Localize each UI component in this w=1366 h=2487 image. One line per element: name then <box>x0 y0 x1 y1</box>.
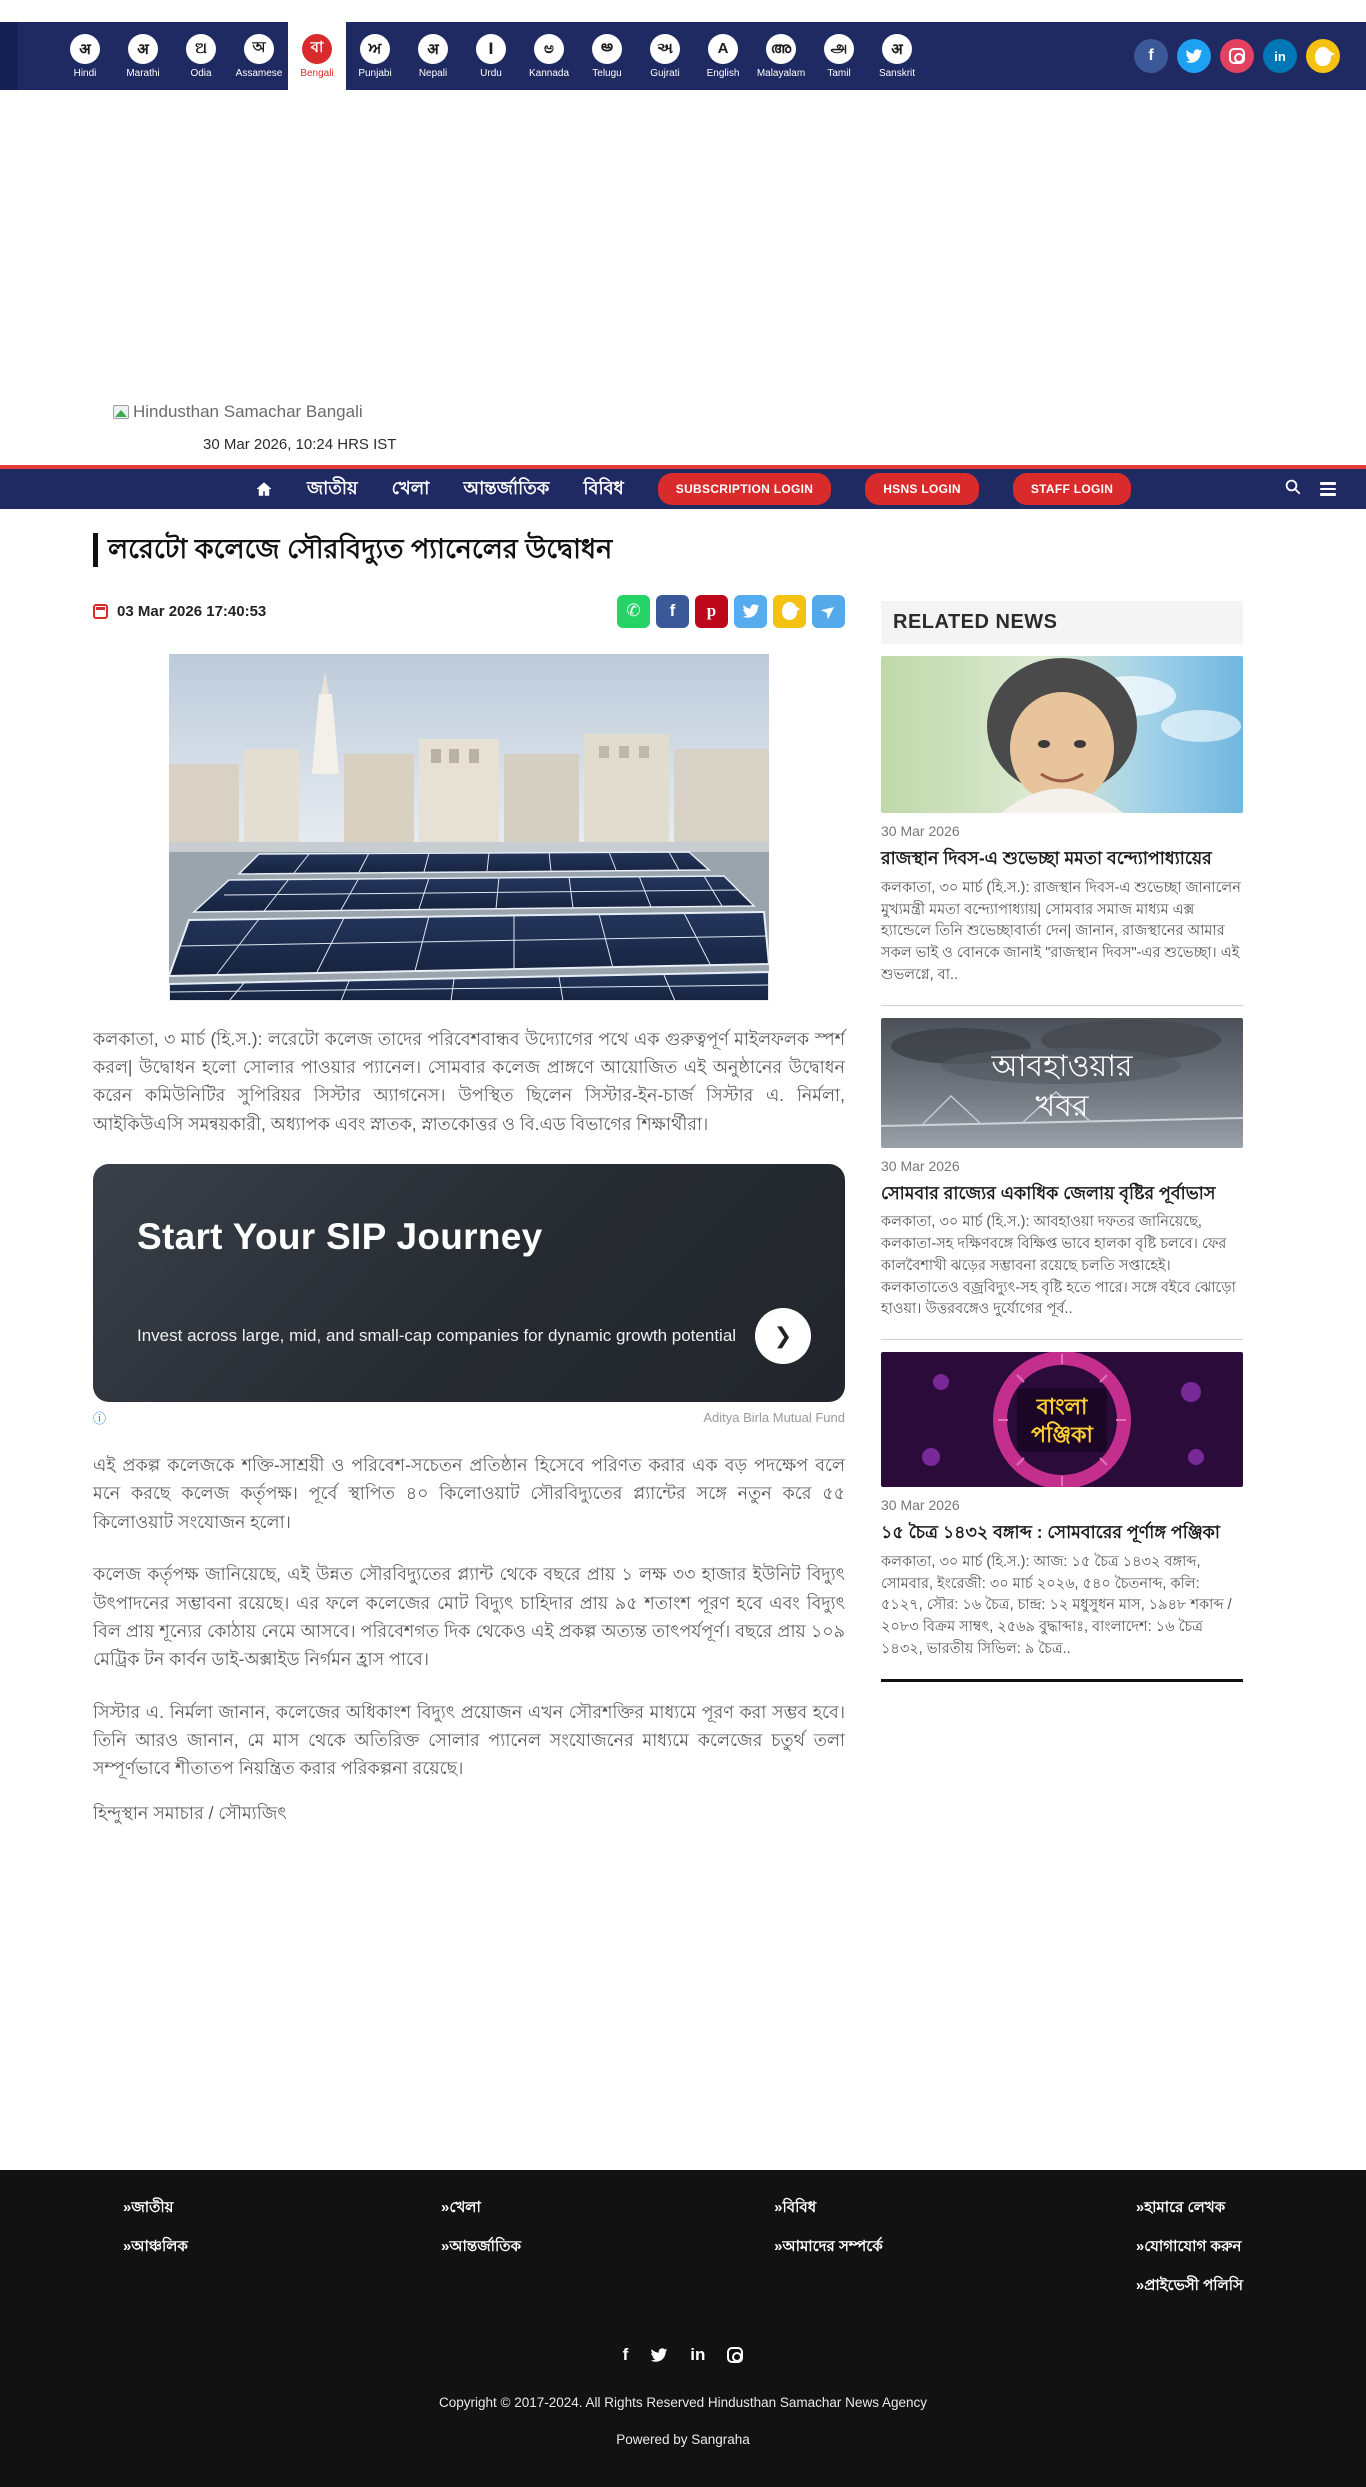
ad-next-chevron-icon[interactable]: ❯ <box>755 1308 811 1364</box>
footer-link-international[interactable]: »আন্তর্জাতিক <box>441 2237 522 2255</box>
telugu-script-icon: అ <box>592 34 622 64</box>
instagram-glyph <box>727 2347 743 2363</box>
ad-title: Start Your SIP Journey <box>137 1216 543 1258</box>
svg-text:বাংলা: বাংলা <box>1036 1394 1088 1419</box>
related-card-excerpt: কলকাতা, ৩০ মার্চ (হি.স.): রাজস্থান দিবস-এ শুভেচ্ছা জানালেন মুখ্যমন্ত্রী মমতা বন্দ্যোপাধ্যায়| সোমবার সমাজ মাধ্যম এক্স হ্যান্ডেলে তিনি শুভেচ্ছাবার্তা দেন| জানান, রাজস্থানের আমার সকল ভাই ও বোনকে জানাই "রাজস্থান দিবস"-এর শুভেচ্ছা। এই শুভলগ্নে, বা.. <box>881 879 1241 983</box>
hindi-script-icon: अ <box>70 34 100 64</box>
linkedin-icon[interactable]: in <box>1263 39 1297 73</box>
footer-link-our-writers[interactable]: »হামারে লেখক <box>1135 2198 1226 2216</box>
footer-link-privacy[interactable]: »প্রাইভেসী পলিসি <box>1135 2276 1243 2294</box>
title-accent-bar <box>93 533 98 567</box>
lang-item-english[interactable] <box>694 22 752 90</box>
lang-item-malayalam[interactable] <box>752 22 810 90</box>
lang-label: Tamil <box>827 67 851 79</box>
odia-script-icon: ଅ <box>186 34 216 64</box>
lang-label: Punjabi <box>358 67 392 79</box>
marathi-script-icon: अ <box>128 34 158 64</box>
ad-footer-row <box>93 1408 845 1427</box>
lang-item-gujrati[interactable] <box>636 22 694 90</box>
top-bar-wrapper <box>0 0 1366 90</box>
topbar-accent-block <box>0 22 18 90</box>
related-card-rajasthan-day[interactable] <box>881 656 1243 1006</box>
english-script-icon: A <box>708 34 738 64</box>
instagram-icon[interactable] <box>727 2345 743 2365</box>
koo-bird-glyph <box>1315 47 1331 66</box>
top-social-icons <box>1134 22 1340 90</box>
lang-label: Urdu <box>480 67 502 79</box>
related-news-header <box>881 601 1243 644</box>
article-byline: হিন্দুস্থান সমাচার / সৌম্যজিৎ <box>93 1802 287 1823</box>
lang-label: Hindi <box>73 67 97 79</box>
footer-powered-by[interactable]: Powered by Sangraha <box>616 2431 750 2447</box>
lang-item-telugu[interactable] <box>578 22 636 90</box>
divider <box>881 1679 1243 1682</box>
facebook-icon[interactable]: f <box>622 2344 629 2364</box>
footer-link-about[interactable]: »আমাদের সম্পর্কে <box>774 2237 883 2255</box>
footer-link-contact[interactable]: »যোগাযোগ করুন <box>1135 2237 1242 2255</box>
page-footer <box>0 2170 1366 2487</box>
lang-label: Telugu <box>592 67 622 79</box>
lang-label: Sanskrit <box>878 67 916 79</box>
nav-item-national[interactable]: জাতীয় <box>307 477 358 498</box>
related-card-image[interactable] <box>881 1018 1243 1148</box>
svg-text:আবহাওয়ার: আবহাওয়ার <box>991 1049 1133 1083</box>
site-logo[interactable] <box>113 402 1366 422</box>
related-news-sidebar <box>881 601 1243 1830</box>
pinterest-share-icon[interactable]: p <box>695 595 728 628</box>
lang-item-sanskrit[interactable] <box>868 22 926 90</box>
facebook-share-icon[interactable]: f <box>656 595 689 628</box>
lang-label: Marathi <box>126 67 160 79</box>
article-hero-image <box>169 654 769 1001</box>
lang-label: Odia <box>190 67 212 79</box>
sanskrit-script-icon: अ <box>882 34 912 64</box>
article-paragraph: সিস্টার এ. নির্মলা জানান, কলেজের অধিকাংশ বিদ্যুৎ প্রয়োজন এখন সৌরশক্তির মাধ্যমে পূরণ করা সম্ভব হবে। তিনি আরও জানান, মে মাস থেকে অতিরিক্ত সোলার প্যানেল সংযোজনের মাধ্যমে কলেজের চতুর্থ তলা সম্পূর্ণভাবে শীতাতপ নিয়ন্ত্রিত করার পরিকল্পনা রয়েছে। <box>93 1701 845 1779</box>
footer-link-regional[interactable]: »আঞ্চলিক <box>123 2237 188 2255</box>
related-card-date: 30 Mar 2026 <box>881 823 960 839</box>
nav-item-international[interactable]: আন্তর্জাতিক <box>463 477 550 498</box>
lang-item-bengali-active[interactable] <box>288 22 346 90</box>
related-card-title[interactable]: সোমবার রাজ্যের একাধিক জেলায় বৃষ্টির পূর্বাভাস <box>881 1182 1216 1203</box>
related-card-date: 30 Mar 2026 <box>881 1497 960 1513</box>
footer-link-national[interactable]: »জাতীয় <box>123 2198 174 2216</box>
lang-item-tamil[interactable] <box>810 22 868 90</box>
subscription-login-button[interactable]: SUBSCRIPTION LOGIN <box>658 473 831 505</box>
related-card-date: 30 Mar 2026 <box>881 1157 960 1174</box>
related-card-title[interactable]: রাজস্থান দিবস-এ শুভেচ্ছা মমতা বন্দ্যোপাধ্যায়ের <box>881 848 1212 868</box>
related-card-image[interactable] <box>881 656 1243 813</box>
nav-item-misc[interactable]: বিবিধ <box>583 477 624 498</box>
main-navbar <box>0 465 1366 509</box>
twitter-icon[interactable] <box>1177 39 1211 73</box>
content-container <box>93 529 1273 1830</box>
article-title-block <box>93 533 845 567</box>
svg-text:খবর: খবর <box>1035 1089 1089 1123</box>
lang-label: English <box>706 67 740 79</box>
ad-subtitle: Invest across large, mid, and small-cap companies for dynamic growth potential <box>137 1326 737 1346</box>
lang-item-hindi[interactable] <box>56 22 114 90</box>
tamil-script-icon: அ <box>824 34 854 64</box>
article-paragraph: কলকাতা, ৩ মার্চ (হি.স.): লরেটো কলেজ তাদের পরিবেশবান্ধব উদ্যোগের পথে এক গুরুত্বপূর্ণ মাইলফলক স্পর্শ করল| উদ্বোধন হলো সোলার পাওয়ার প্যানেল। সোমবার কলেজ প্রাঙ্গণে আয়োজিত এই অনুষ্ঠানের উদ্বোধন করেন কমিউনিটির সুপিরিয়র সিস্টার অ্যাগনেস। উপস্থিত ছিলেন সিস্টার-ইন-চার্জ সিস্টার এ. নির্মলা, আইকিউএসি সমন্বয়কারী, অধ্যাপক এবং স্নাতক, স্নাতকোত্তর ও বি.এড বিভাগের শিক্ষার্থীরা। <box>93 1028 845 1134</box>
urdu-script-icon: ا <box>476 34 506 64</box>
related-card-excerpt: কলকাতা, ৩০ মার্চ (হি.স.): আবহাওয়া দফতর জানিয়েছে, কলকাতা-সহ দক্ষিণবঙ্গে বিক্ষিপ্ত ভাবে হালকা বৃষ্টি চলবে। ফের কালবৈশাখী ঝড়ের সম্ভাবনা রয়েছে চলতি সপ্তাহেই। কলকাতাতেও বজ্রবিদ্যুৎ-সহ বৃষ্টি হতে পারে। সঙ্গে বইবে ঝোড়ো হাওয়া। উত্তরবঙ্গেও দুর্যোগের পূর্ব.. <box>881 1214 1236 1318</box>
related-card-title[interactable]: ১৫ চৈত্র ১৪৩২ বঙ্গাব্দ : সোমবারের পূর্ণাঙ্গ পঞ্জিকা <box>881 1522 1220 1542</box>
article-paragraph: এই প্রকল্প কলেজকে শক্তি-সাশ্রয়ী ও পরিবেশ-সচেতন প্রতিষ্ঠান হিসেবে পরিণত করার এক বড় পদক্ষেপ বলে মনে করছে কলেজ কর্তৃপক্ষ। পূর্বে স্থাপিত ৪০ কিলোওয়াট সৌরবিদ্যুতের প্ল্যান্টের সঙ্গে নতুন করে ৫৫ কিলোওয়াট সংযোজন হলো। <box>93 1455 845 1532</box>
article-datetime: 03 Mar 2026 17:40:53 <box>117 602 267 620</box>
language-items <box>56 22 926 90</box>
divider <box>881 1005 1243 1006</box>
malayalam-script-icon: അ <box>766 34 796 64</box>
ad-info-icon[interactable]: ⓘ <box>93 1411 107 1427</box>
lang-label: Kannada <box>528 67 570 79</box>
twitter-icon[interactable] <box>650 2345 668 2365</box>
current-datetime: 30 Mar 2026, 10:24 HRS IST <box>203 436 397 453</box>
nav-item-sports[interactable]: খেলা <box>391 477 430 498</box>
footer-link-columns <box>123 2196 1243 2299</box>
bengali-script-icon: বা <box>302 34 332 64</box>
language-bar <box>0 22 1366 90</box>
lang-label: Nepali <box>418 67 448 79</box>
gujrati-script-icon: અ <box>650 34 680 64</box>
koo-bird-glyph <box>782 602 797 620</box>
menu-icon[interactable] <box>1320 482 1336 496</box>
related-card-excerpt: কলকাতা, ৩০ মার্চ (হি.স.): আজ: ১৫ চৈত্র ১৪৩২ বঙ্গাব্দ, সোমবার, ইংরেজী: ৩০ মার্চ ২০২৬, ৫৪০ চৈতনাব্দ, কলি: ৫১২৭, সৌর: ১৬ চৈত্র, চান্দ্র: ১২ মধুসুধন মাস, ১৯৪৮ শকাব্দ /২০৮৩ বিক্রম সাম্বৎ, ২৫৬৯ বুদ্ধাব্দাঃ, বাংলাদেশ: ১৬ চৈত্র ১৪৩২, ভারতীয় সিভিল: ৯ চৈত্র.. <box>881 1553 1232 1657</box>
instagram-glyph <box>1229 48 1245 64</box>
calendar-icon <box>93 604 108 619</box>
hsns-login-button[interactable]: HSNS LOGIN <box>865 473 979 505</box>
facebook-icon[interactable]: f <box>1134 39 1168 73</box>
search-icon[interactable] <box>1284 478 1302 501</box>
lang-item-assamese[interactable] <box>230 22 288 90</box>
divider <box>881 1339 1243 1340</box>
koo-share-icon[interactable] <box>773 595 806 628</box>
staff-login-button[interactable]: STAFF LOGIN <box>1013 473 1131 505</box>
share-buttons <box>617 595 845 628</box>
related-news-heading: RELATED NEWS <box>893 611 1058 633</box>
koo-icon[interactable] <box>1306 39 1340 73</box>
nepali-script-icon: अ <box>418 34 448 64</box>
svg-text:পঞ্জিকা: পঞ্জিকা <box>1031 1422 1093 1447</box>
telegram-share-icon[interactable]: ➤ <box>812 595 845 628</box>
lang-label: Gujrati <box>650 67 680 79</box>
lang-item-urdu[interactable] <box>462 22 520 90</box>
top-ad-space <box>0 90 1366 402</box>
related-card-panjika[interactable] <box>881 1352 1243 1682</box>
lang-label: Malayalam <box>756 67 806 79</box>
lang-item-odia[interactable] <box>172 22 230 90</box>
lang-item-marathi[interactable] <box>114 22 172 90</box>
article-meta-row <box>93 595 845 628</box>
lang-label: Bengali <box>300 67 334 79</box>
footer-link-sports[interactable]: »খেলা <box>441 2198 481 2216</box>
site-logo-alt-text: Hindusthan Samachar Bangali <box>133 402 363 421</box>
lang-item-kannada[interactable] <box>520 22 578 90</box>
article-paragraph: কলেজ কর্তৃপক্ষ জানিয়েছে, এই উন্নত সৌরবিদ্যুতের প্ল্যান্ট থেকে বছরে প্রায় ১ লক্ষ ৩৩ হাজার ইউনিট বিদ্যুৎ উৎপাদনের সম্ভাবনা রয়েছে। এর ফলে কলেজের মোট বিদ্যুৎ চাহিদার প্রায় ৯৫ শতাংশ পূরণ হবে এবং বিদ্যুৎ বিল প্রায় শূন্যের কোঠায় নেমে আসবে। পরিবেশগত দিক থেকেও এই প্রকল্প অত্যন্ত তাৎপর্যপূর্ণ। বছরে প্রায় ১০৯ মেট্রিক টন কার্বন ডাই-অক্সাইড নির্গমন হ্রাস পাবে। <box>93 1564 845 1670</box>
footer-link-misc[interactable]: »বিবিধ <box>774 2198 817 2216</box>
footer-social-icons <box>0 2345 1366 2365</box>
ad-sponsor-label: Aditya Birla Mutual Fund <box>703 1410 845 1426</box>
article-title: লরেটো কলেজে সৌরবিদ্যুত প্যানেলের উদ্বোধন <box>108 534 613 564</box>
instagram-icon[interactable] <box>1220 39 1254 73</box>
related-card-image[interactable] <box>881 1352 1243 1487</box>
assamese-script-icon: অ <box>244 34 274 64</box>
article-column <box>93 529 845 1830</box>
masthead <box>0 402 1366 453</box>
punjabi-script-icon: ਅ <box>360 34 390 64</box>
whatsapp-share-icon[interactable]: ✆ <box>617 595 650 628</box>
footer-copyright: Copyright © 2017-2024. All Rights Reserved Hindusthan Samachar News Agency <box>439 2394 927 2410</box>
related-card-weather[interactable] <box>881 1018 1243 1341</box>
sip-ad-banner[interactable] <box>93 1164 845 1402</box>
home-icon[interactable] <box>255 480 273 498</box>
lang-item-punjabi[interactable] <box>346 22 404 90</box>
linkedin-icon[interactable]: in <box>690 2344 706 2364</box>
twitter-share-icon[interactable] <box>734 595 767 628</box>
kannada-script-icon: ಅ <box>534 34 564 64</box>
broken-image-icon <box>113 405 129 419</box>
lang-label: Assamese <box>235 67 283 79</box>
lang-item-nepali[interactable] <box>404 22 462 90</box>
